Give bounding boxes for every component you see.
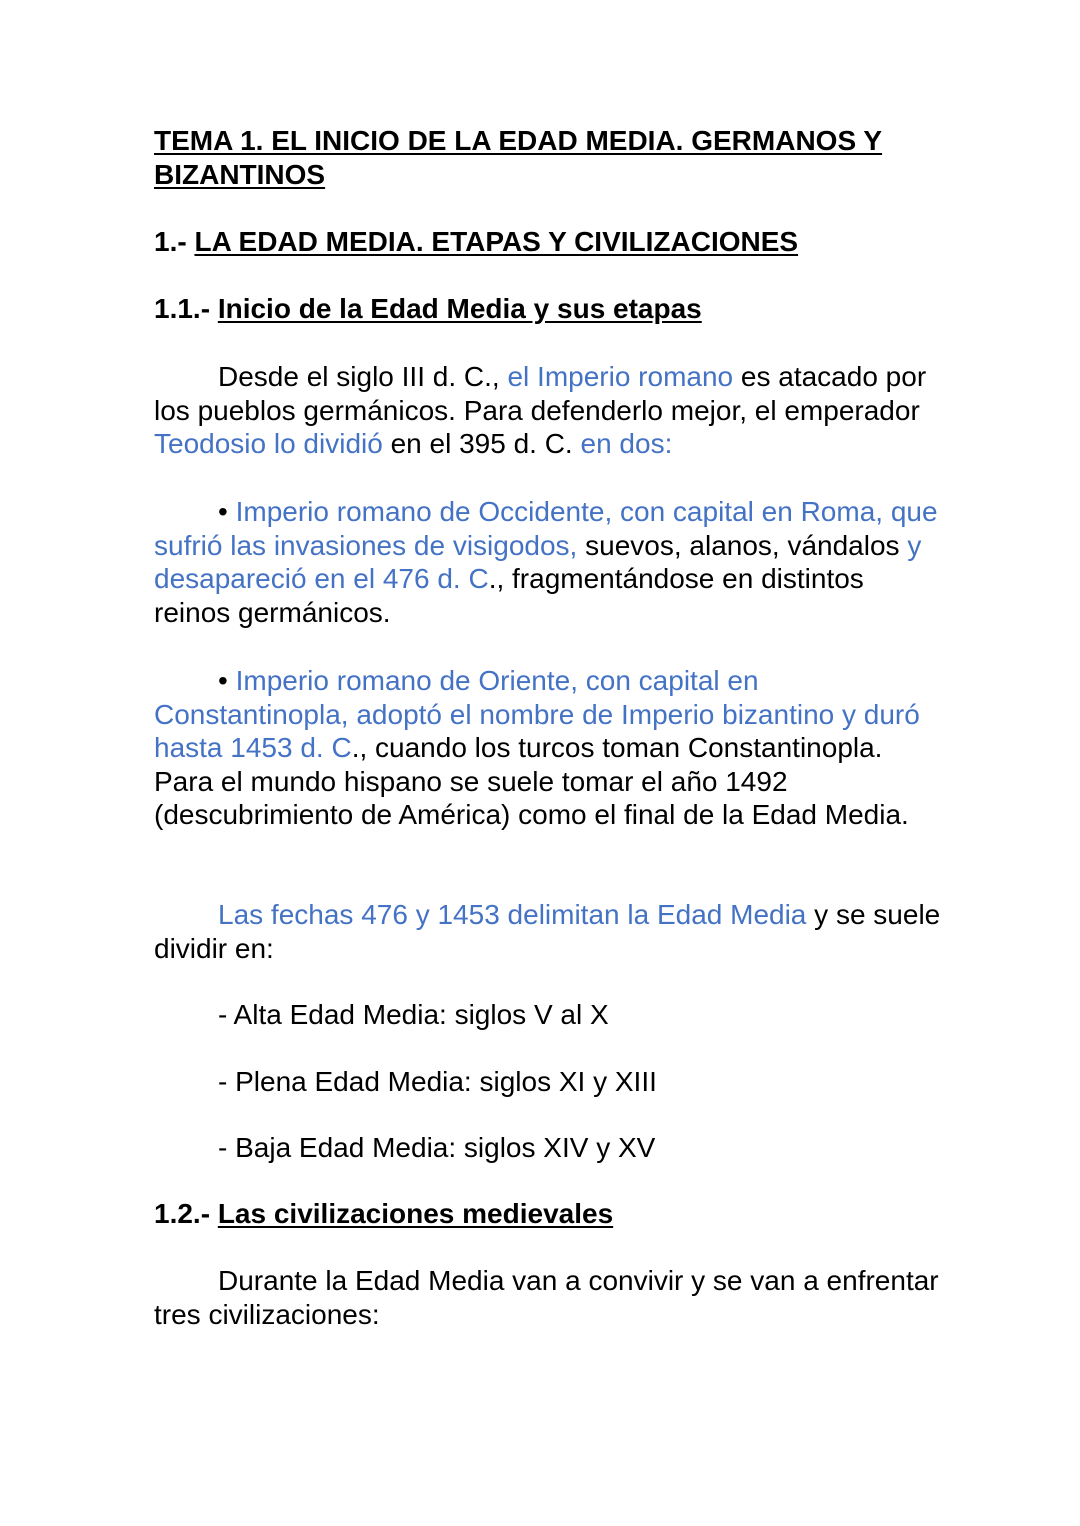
section-1-2-heading — [154, 1197, 944, 1231]
bullet-2-text: ., cuando los turcos toman Constantinopla. Para el mundo hispano se suele tomar el año 1492 (descubrimiento de América) como el final de la Edad Media. — [154, 732, 909, 831]
paragraph-1-highlight-a: el Imperio romano — [507, 361, 734, 392]
paragraph-1-text-c: en el 395 d. C. — [382, 428, 581, 460]
paragraph-1-text-b: es atacado por los pueblos germánicos. Para defenderlo mejor, el emperador — [154, 361, 927, 426]
bullet-item-oriente — [154, 664, 944, 832]
section-1-title: LA EDAD MEDIA. ETAPAS Y CIVILIZACIONES — [194, 226, 799, 257]
paragraph-2-text: y se suele dividir en: — [154, 899, 941, 964]
bullet-1-text-a: suevos, alanos, vándalos — [577, 529, 908, 561]
section-1-2-number: 1.2.- — [154, 1198, 218, 1229]
bullet-2-highlight: Imperio romano de Oriente, con capital en Constantinopla, adoptó el nombre de Imperio bizantino y duró hasta 1453 d. C — [154, 665, 920, 764]
title-line-2: BIZANTINOS — [154, 158, 326, 190]
page-title — [154, 124, 944, 191]
period-item: - Plena Edad Media: siglos XI y XIII — [218, 1066, 657, 1097]
section-1-1-title: Inicio de la Edad Media y sus etapas — [217, 293, 702, 324]
bullet-1-highlight-b: y desapareció en el 476 d. C — [154, 529, 922, 595]
section-1-heading — [154, 225, 944, 259]
bullet-icon: • — [218, 665, 228, 696]
bullet-1-highlight-a: Imperio romano de Occidente, con capital en Roma, que sufrió las invasiones de visigodos, — [154, 496, 938, 561]
paragraph-1-highlight-c: en dos: — [580, 428, 673, 460]
section-1-2-title: Las civilizaciones medievales — [217, 1198, 614, 1229]
period-item: - Baja Edad Media: siglos XIV y XV — [218, 1132, 656, 1163]
paragraph-1-highlight-b: Teodosio lo dividió — [154, 428, 383, 460]
bullet-icon: • — [218, 496, 228, 527]
section-1-1-heading — [154, 292, 944, 326]
paragraph-1-text-a: Desde el siglo III d. C., — [218, 361, 508, 392]
section-1-number: 1.- — [154, 226, 195, 257]
paragraph-1 — [154, 360, 944, 461]
paragraph-2-highlight: Las fechas 476 y 1453 delimitan la Edad Media — [218, 899, 807, 930]
period-item: - Alta Edad Media: siglos V al X — [218, 999, 609, 1030]
section-1-1-number: 1.1.- — [154, 293, 218, 324]
bullet-1-text-b: ., fragmentándose en distintos reinos germánicos. — [154, 563, 864, 628]
paragraph-3: Durante la Edad Media van a convivir y se van a enfrentar tres civilizaciones: — [154, 1265, 939, 1330]
title-line-1: TEMA 1. EL INICIO DE LA EDAD MEDIA. GERMANOS Y — [154, 125, 883, 156]
paragraph-2 — [154, 898, 944, 965]
bullet-item-occidente — [154, 495, 944, 629]
